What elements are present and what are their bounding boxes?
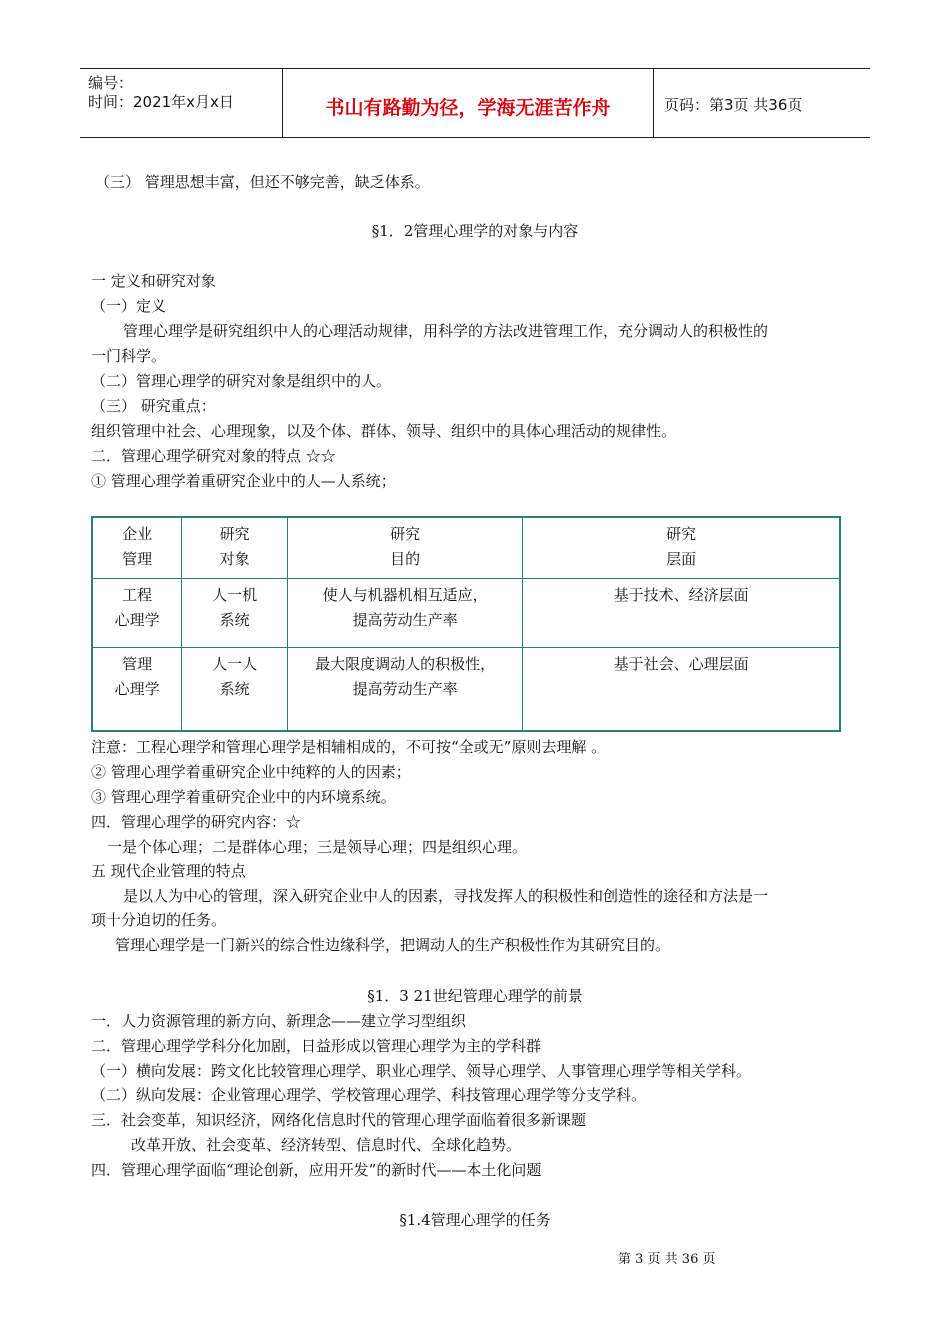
footer-page-number: 第 3 页 共 36 页	[618, 1252, 716, 1267]
table-cell: 使人与机器机相互适应， 提高劳动生产率	[288, 578, 523, 647]
section-heading: §1．3 21世纪管理心理学的前景	[367, 987, 583, 1005]
header-meta-cell	[80, 69, 283, 137]
text-line: （二）纵向发展：企业管理心理学、学校管理心理学、科技管理心理学等分支学科。	[91, 1086, 647, 1104]
text-line: 组织管理中社会、心理现象，以及个体、群体、领导、组织中的具体心理活动的规律性。	[91, 422, 677, 440]
text-line: 管理心理学是研究组织中人的心理活动规律，用科学的方法改进管理工作，充分调动人的积极性的	[123, 322, 769, 340]
section-heading: §1．2管理心理学的对象与内容	[371, 222, 579, 240]
table-cell: 人一人 系统	[182, 647, 288, 731]
text-line: 四．管理心理学面临“理论创新，应用开发”的新时代——本土化问题	[91, 1161, 542, 1179]
text-line: （二）管理心理学的研究对象是组织中的人。	[91, 372, 392, 390]
text-line: 管理心理学是一门新兴的综合性边缘科学，把调动人的生产积极性作为其研究目的。	[115, 936, 671, 954]
table-cell: 基于技术、经济层面	[523, 578, 840, 647]
page-header	[80, 68, 870, 138]
table-cell: 最大限度调动人的积极性， 提高劳动生产率	[288, 647, 523, 731]
text-line: ③ 管理心理学着重研究企业中的内环境系统。	[91, 788, 396, 806]
table-row	[92, 578, 840, 647]
text-line: ① 管理心理学着重研究企业中的人—人系统；	[91, 472, 396, 490]
text-line: 四．管理心理学的研究内容：☆	[91, 813, 302, 831]
section-heading: §1.4管理心理学的任务	[399, 1211, 551, 1229]
table-row	[92, 647, 840, 731]
table-cell: 工程 心理学	[92, 578, 182, 647]
text-line: ② 管理心理学着重研究企业中纯粹的人的因素；	[91, 763, 411, 781]
table-header-cell: 研究 对象	[182, 517, 288, 578]
text-line: 一．人力资源管理的新方向、新理念——建立学习型组织	[91, 1012, 467, 1030]
table-cell: 基于社会、心理层面	[523, 647, 840, 731]
text-line: 一是个体心理；二是群体心理；三是领导心理；四是组织心理。	[107, 838, 528, 856]
text-line: （一）定义	[91, 297, 167, 315]
text-line: 二．管理心理学研究对象的特点 ☆☆	[91, 447, 336, 465]
text-line: 改革开放、社会变革、经济转型、信息时代、全球化趋势。	[131, 1136, 522, 1154]
table-cell: 管理 心理学	[92, 647, 182, 731]
text-line: 一 定义和研究对象	[91, 272, 216, 290]
header-page-cell	[654, 69, 870, 137]
text-line: （一）横向发展：跨文化比较管理心理学、职业心理学、领导心理学、人事管理心理学等相关学科。	[91, 1062, 752, 1080]
text-line: 一门科学。	[91, 347, 167, 365]
text-line: 五 现代企业管理的特点	[91, 862, 246, 880]
date-label: 时间：2021年x月x日	[88, 93, 234, 111]
text-line: 三．社会变革，知识经济，网络化信息时代的管理心理学面临着很多新课题	[91, 1111, 587, 1129]
comparison-table	[91, 516, 841, 732]
table-header-row	[92, 517, 840, 578]
number-label: 编号：	[88, 74, 134, 92]
table-header-cell: 研究 目的	[288, 517, 523, 578]
text-line: （三） 管理思想丰富，但还不够完善，缺乏体系。	[95, 173, 430, 191]
header-motto-cell	[283, 69, 654, 137]
text-line: 注意：工程心理学和管理心理学是相辅相成的，不可按“全或无”原则去理解 。	[91, 738, 607, 756]
text-line: 项十分迫切的任务。	[91, 911, 227, 929]
table-cell: 人一机 系统	[182, 578, 288, 647]
header-page-label: 页码：第3页 共36页	[664, 96, 803, 114]
text-line: 是以人为中心的管理，深入研究企业中人的因素，寻找发挥人的积极性和创造性的途径和方法是一	[123, 887, 769, 905]
table-header-cell: 企业 管理	[92, 517, 182, 578]
text-line: 二．管理心理学学科分化加剧，日益形成以管理心理学为主的学科群	[91, 1037, 542, 1055]
text-line: （三） 研究重点：	[91, 397, 216, 415]
motto-text: 书山有路勤为径，学海无涯苦作舟	[325, 97, 611, 119]
table-header-cell: 研究 层面	[523, 517, 840, 578]
